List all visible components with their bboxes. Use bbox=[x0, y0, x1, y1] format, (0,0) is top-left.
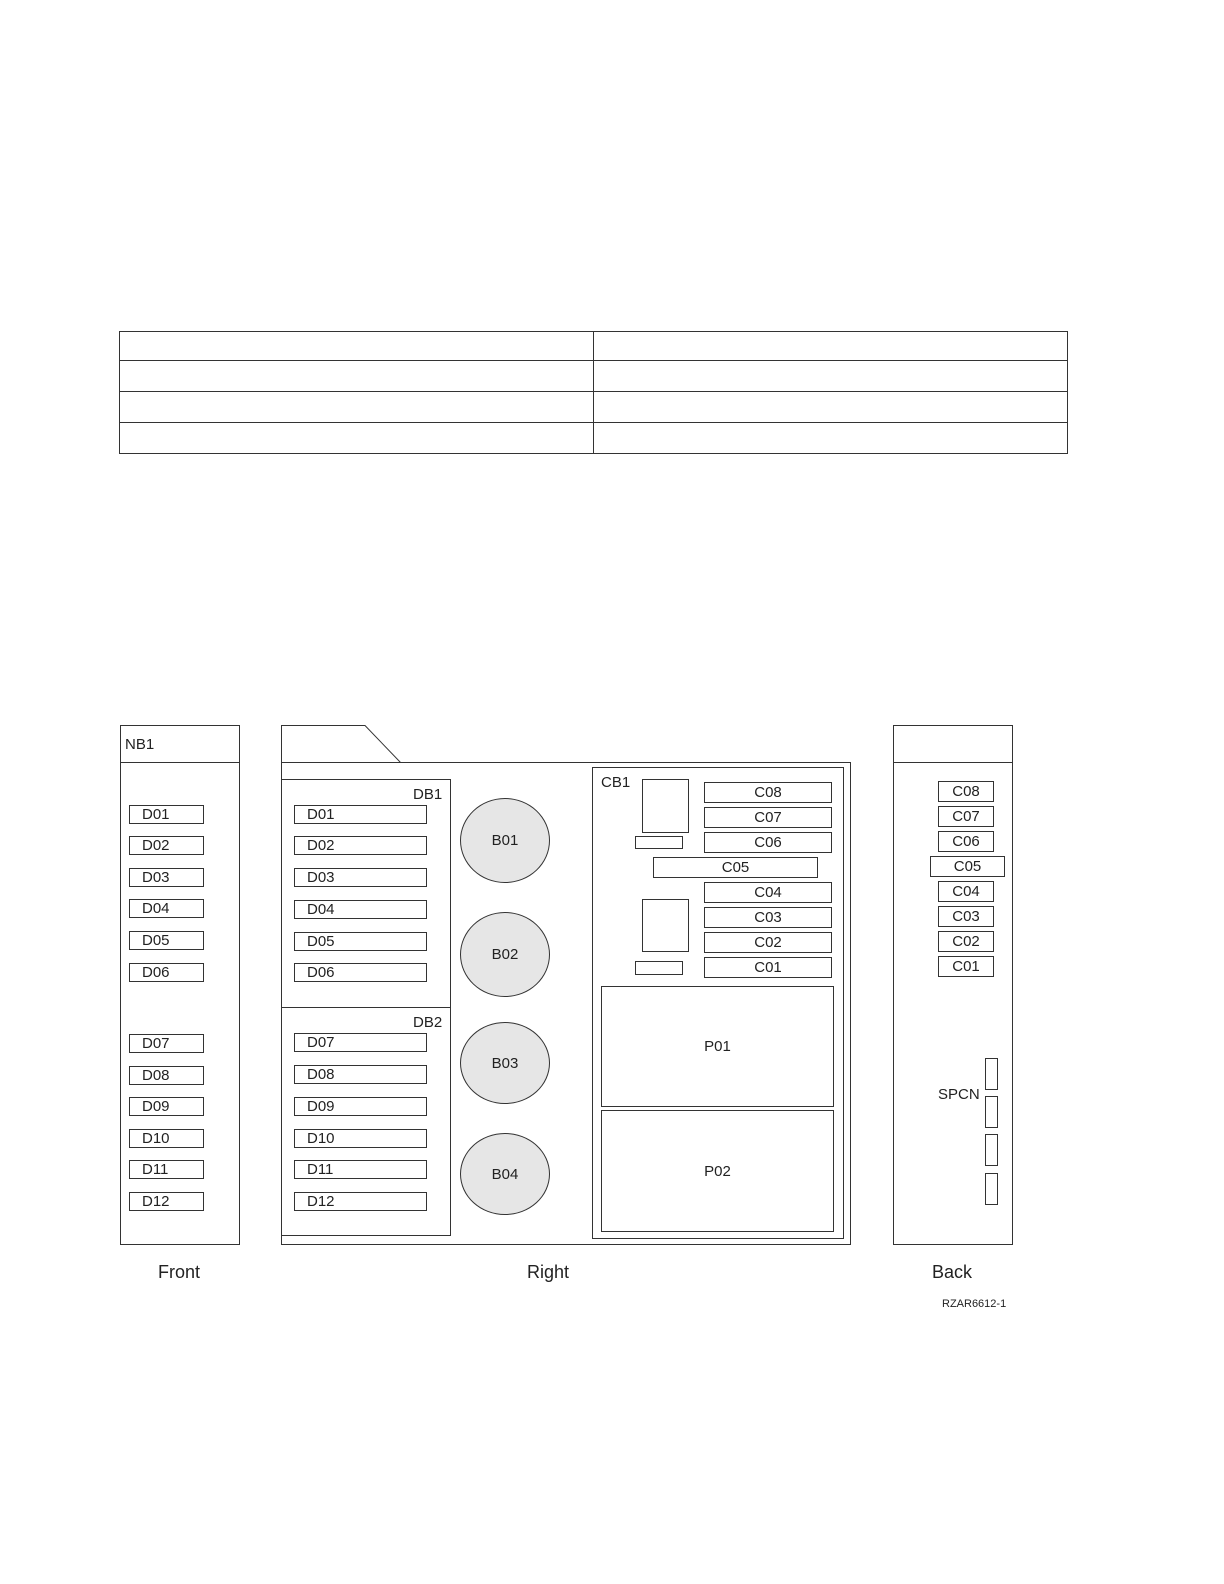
db2-slot-d07: D07 bbox=[294, 1033, 427, 1052]
db1-backplane bbox=[281, 779, 451, 1008]
db2-slot-d10: D10 bbox=[294, 1129, 427, 1148]
cb1-board bbox=[592, 767, 844, 1239]
table-cell bbox=[120, 332, 594, 361]
cb1-chip-upper bbox=[642, 779, 689, 833]
cb1-connector-lower bbox=[635, 961, 683, 975]
back-slot-c04: C04 bbox=[938, 881, 994, 902]
nb1-label: NB1 bbox=[125, 736, 155, 753]
spcn-port bbox=[985, 1058, 998, 1090]
back-slot-c08: C08 bbox=[938, 781, 994, 802]
right-panel bbox=[281, 762, 851, 1245]
fan-b03: B03 bbox=[460, 1022, 550, 1104]
front-header bbox=[120, 725, 240, 763]
table-cell bbox=[120, 361, 594, 392]
table-cell bbox=[120, 423, 594, 454]
table-cell bbox=[120, 392, 594, 423]
front-slot-d01: D01 bbox=[129, 805, 204, 824]
front-slot-d07: D07 bbox=[129, 1034, 204, 1053]
db2-slot-d08: D08 bbox=[294, 1065, 427, 1084]
back-header bbox=[893, 725, 1013, 763]
back-slot-c03: C03 bbox=[938, 906, 994, 927]
figure-code: RZAR6612-1 bbox=[942, 1298, 1007, 1310]
front-slot-d10: D10 bbox=[129, 1129, 204, 1148]
front-slot-d02: D02 bbox=[129, 836, 204, 855]
front-view-label: Front bbox=[158, 1262, 201, 1282]
right-header-tab bbox=[281, 725, 403, 764]
db1-slot-d02: D02 bbox=[294, 836, 427, 855]
fan-b04: B04 bbox=[460, 1133, 550, 1215]
back-slot-c05: C05 bbox=[930, 856, 1005, 877]
front-slot-d05: D05 bbox=[129, 931, 204, 950]
db1-slot-d01: D01 bbox=[294, 805, 427, 824]
front-panel bbox=[120, 762, 240, 1245]
spcn-port bbox=[985, 1134, 998, 1166]
back-view-label: Back bbox=[932, 1262, 973, 1282]
empty-table bbox=[119, 331, 1068, 454]
table-row bbox=[120, 332, 1068, 361]
spcn-port bbox=[985, 1096, 998, 1128]
front-slot-d04: D04 bbox=[129, 899, 204, 918]
back-slot-c02: C02 bbox=[938, 931, 994, 952]
table-cell bbox=[594, 423, 1068, 454]
back-slot-c07: C07 bbox=[938, 806, 994, 827]
front-slot-d06: D06 bbox=[129, 963, 204, 982]
db1-slot-d04: D04 bbox=[294, 900, 427, 919]
back-slot-c01: C01 bbox=[938, 956, 994, 977]
table-cell bbox=[594, 392, 1068, 423]
db1-slot-d06: D06 bbox=[294, 963, 427, 982]
cb1-chip-lower bbox=[642, 899, 689, 952]
cb1-slot-c03: C03 bbox=[704, 907, 832, 928]
back-panel bbox=[893, 762, 1013, 1245]
fan-b02: B02 bbox=[460, 912, 550, 997]
db1-label: DB1 bbox=[413, 786, 443, 803]
front-slot-d09: D09 bbox=[129, 1097, 204, 1116]
cb1-slot-c08: C08 bbox=[704, 782, 832, 803]
db2-slot-d11: D11 bbox=[294, 1160, 427, 1179]
table-cell bbox=[594, 361, 1068, 392]
back-slot-c06: C06 bbox=[938, 831, 994, 852]
right-view-label: Right bbox=[527, 1262, 570, 1282]
power-supply-p02: P02 bbox=[601, 1110, 834, 1232]
power-supply-p01: P01 bbox=[601, 986, 834, 1107]
spcn-port bbox=[985, 1173, 998, 1205]
table-row bbox=[120, 361, 1068, 392]
fan-b01: B01 bbox=[460, 798, 550, 883]
front-slot-d12: D12 bbox=[129, 1192, 204, 1211]
table-row bbox=[120, 392, 1068, 423]
spcn-label: SPCN bbox=[938, 1086, 980, 1103]
front-slot-d08: D08 bbox=[129, 1066, 204, 1085]
cb1-slot-c07: C07 bbox=[704, 807, 832, 828]
db2-slot-d09: D09 bbox=[294, 1097, 427, 1116]
cb1-slot-c01: C01 bbox=[704, 957, 832, 978]
cb1-slot-c06: C06 bbox=[704, 832, 832, 853]
db1-slot-d05: D05 bbox=[294, 932, 427, 951]
cb1-label: CB1 bbox=[601, 774, 631, 791]
table-cell bbox=[594, 332, 1068, 361]
cb1-slot-c05: C05 bbox=[653, 857, 818, 878]
front-slot-d03: D03 bbox=[129, 868, 204, 887]
db2-backplane bbox=[281, 1007, 451, 1236]
cb1-slot-c04: C04 bbox=[704, 882, 832, 903]
db1-slot-d03: D03 bbox=[294, 868, 427, 887]
cb1-slot-c02: C02 bbox=[704, 932, 832, 953]
cb1-connector-upper bbox=[635, 836, 683, 849]
table-row bbox=[120, 423, 1068, 454]
db2-label: DB2 bbox=[413, 1014, 443, 1031]
front-slot-d11: D11 bbox=[129, 1160, 204, 1179]
db2-slot-d12: D12 bbox=[294, 1192, 427, 1211]
